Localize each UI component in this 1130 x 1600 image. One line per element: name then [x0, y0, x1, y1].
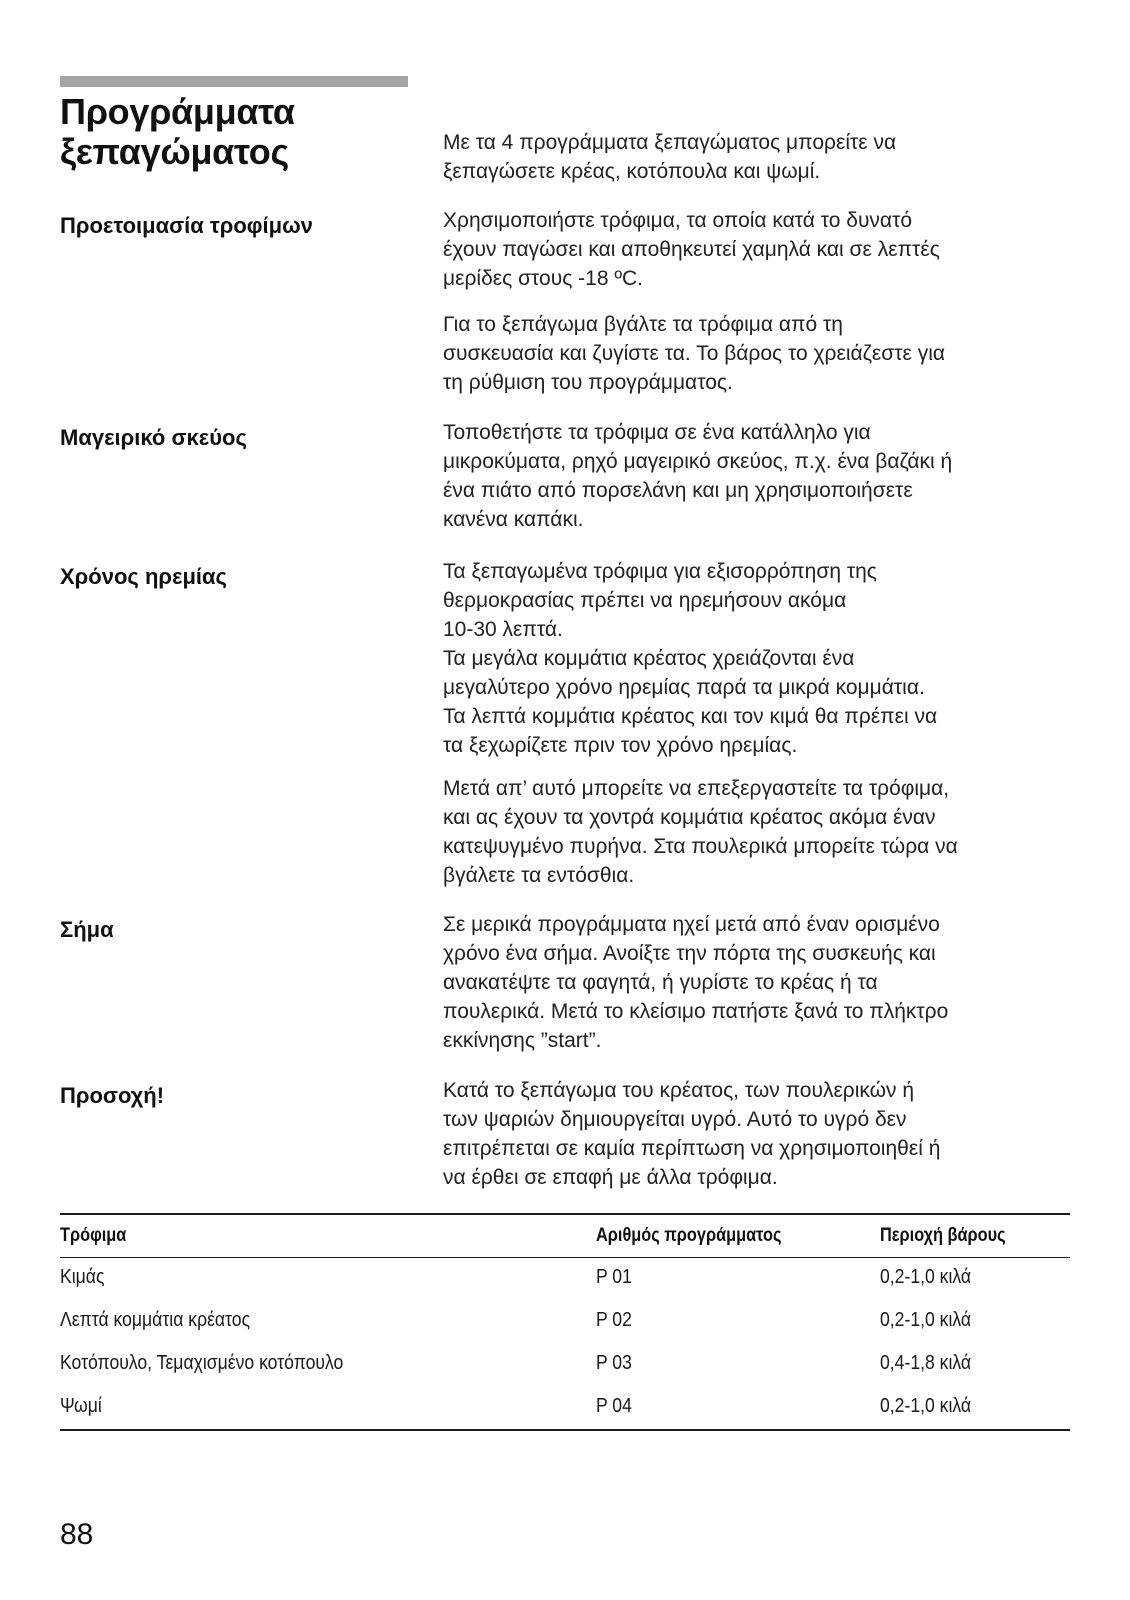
- signal-paragraph: Σε μερικά προγράμματα ηχεί μετά από έναν ορισμένο χρόνο ένα σήμα. Ανοίξτε την πόρτα της συσκευής και ανακατέψτε τα φαγητά, ή γυρίστε το κρέας ή τα πουλερικά. Μετά το κλείσιμο πατήστε ξανά το πλήκτρο εκκίνησης ”start”.: [443, 913, 949, 1052]
- table-cell-food: Ψωμί: [60, 1395, 102, 1417]
- section-label-cookware: Μαγειρικό σκεύος: [60, 425, 247, 450]
- section-label-standing-time: Χρόνος ηρεμίας: [60, 564, 227, 589]
- intro-paragraph: Με τα 4 προγράμματα ξεπαγώματος μπορείτε να ξεπαγώσετε κρέας, κοτόπουλα και ψωμί.: [443, 131, 897, 183]
- table-cell-weight: 0,2-1,0 κιλά: [880, 1395, 972, 1417]
- page-number: 88: [60, 1518, 94, 1551]
- table-header-food: Τρόφιμα: [60, 1225, 127, 1246]
- page-title: Προγράμματα ξεπαγώματος: [60, 91, 295, 172]
- table-cell-program: P 02: [596, 1309, 632, 1331]
- table-top-rule: [60, 1213, 1070, 1215]
- cookware-paragraph: Τοποθετήστε τα τρόφιμα σε ένα κατάλληλο για μικροκύματα, ρηχό μαγειρικό σκεύος, π.χ. ένα βαζάκι ή ένα πιάτο από πορσελάνη και μη χρησιμοποιήσετε κανένα καπάκι.: [443, 421, 953, 531]
- table-cell-program: P 04: [596, 1395, 632, 1417]
- table-cell-food: Λεπτά κομμάτια κρέατος: [60, 1309, 251, 1331]
- food-preparation-paragraph-2: Για το ξεπάγωμα βγάλτε τα τρόφιμα από τη συσκευασία και ζυγίστε τα. Το βάρος το χρειάζεστε για τη ρύθμιση του προγράμματος.: [443, 313, 946, 394]
- section-label-caution: Προσοχή!: [60, 1083, 165, 1108]
- table-cell-program: P 03: [596, 1352, 632, 1374]
- table-cell-food: Κοτόπουλο, Τεμαχισμένο κοτόπουλο: [60, 1352, 344, 1374]
- table-cell-weight: 0,2-1,0 κιλά: [880, 1309, 972, 1331]
- table-cell-weight: 0,2-1,0 κιλά: [880, 1266, 972, 1288]
- table-cell-weight: 0,4-1,8 κιλά: [880, 1352, 972, 1374]
- standing-time-paragraph-1: Τα ξεπαγωμένα τρόφιμα για εξισορρόπηση της θερμοκρασίας πρέπει να ηρεμήσουν ακόμα 10-30 λεπτά. Τα μεγάλα κομμάτια κρέατος χρειάζονται ένα μεγαλύτερο χρόνο ηρεμίας παρά τα μικρά κομμάτια. Τα λεπτά κομμάτια κρέατος και τον κιμά θα πρέπει να τα ξεχωρίζετε πριν τον χρόνο ηρεμίας.: [443, 560, 938, 757]
- food-preparation-paragraph-1: Χρησιμοποιήστε τρόφιμα, τα οποία κατά το δυνατό έχουν παγώσει και αποθηκευτεί χαμηλά και σε λεπτές μερίδες στους -18 ºC.: [443, 209, 940, 290]
- caution-paragraph: Κατά το ξεπάγωμα του κρέατος, των πουλερικών ή των ψαριών δημιουργείται υγρό. Αυτό το υγρό δεν επιτρέπεται σε καμία περίπτωση να χρησιμοποιηθεί ή να έρθει σε επαφή με άλλα τρόφιμα.: [443, 1079, 941, 1189]
- table-header-program-number: Αριθμός προγράμματος: [596, 1225, 782, 1246]
- section-label-signal: Σήμα: [60, 917, 114, 942]
- table-header-rule: [60, 1257, 1070, 1258]
- table-cell-program: P 01: [596, 1266, 632, 1288]
- table-cell-food: Κιμάς: [60, 1266, 105, 1288]
- standing-time-paragraph-2: Μετά απ’ αυτό μπορείτε να επεξεργαστείτε τα τρόφιμα, και ας έχουν τα χοντρά κομμάτια κρέατος ακόμα έναν κατεψυγμένο πυρήνα. Στα πουλερικά μπορείτε τώρα να βγάλετε τα εντόσθια.: [443, 777, 958, 887]
- table-bottom-rule: [60, 1429, 1070, 1431]
- section-label-food-preparation: Προετοιμασία τροφίμων: [60, 213, 313, 238]
- title-bar-decoration: [60, 76, 408, 87]
- table-header-weight-range: Περιοχή βάρους: [880, 1225, 1006, 1246]
